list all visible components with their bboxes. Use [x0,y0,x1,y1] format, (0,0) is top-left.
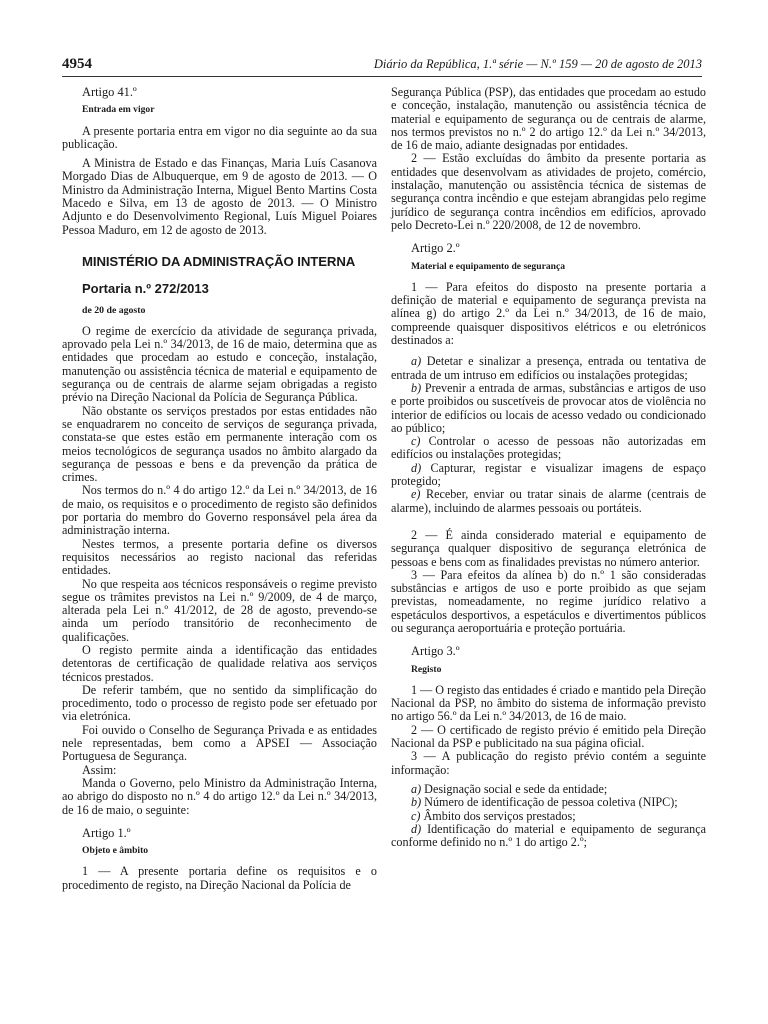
article-2-paragraph-1: 1 — Para efeitos do disposto na presente portaria a definição de material e equipamento de segurança prevista na alínea g) do artigo 2.º da Lei n.º 34/2013, de 16 de maio, compreende quaisquer dispositivos elétricos e ou eletrónicos destinados a: [391,279,706,348]
article-41-title: Artigo 41.º [82,85,137,99]
article-1-title: Artigo 1.º [82,825,131,840]
article-41-subtitle: Entrada em vigor [82,104,155,116]
preamble-paragraph: Nestes termos, a presente portaria define os diversos requisitos necessários ao registo nacional das referidas entidades. [62,536,377,578]
article-2-subtitle: Material e equipamento de segurança [411,260,566,272]
article-1-subtitle: Objeto e âmbito [82,845,149,857]
list-item: b) Prevenir a entrada de armas, substâncias e artigos de uso e porte proibidos ou suscetíveis de provocar atos de violência no interior de edifícios ou locais de acesso vedado ou condicionado ao público; [391,380,706,435]
list-item: d) Identificação do material e equipamento de segurança conforme definido no n.º 1 do artigo 2.º; [391,821,706,850]
signatures-paragraph: A Ministra de Estado e das Finanças, Maria Luís Casanova Morgado Dias de Albuquerque, em 9 de agosto de 2013. — O Ministro da Administração Interna, Miguel Bento Martins Costa Macedo e Silva, em 13 de agosto de 2013. — O Ministro Adjunto e do Desenvolvimento Regional, Luís Miguel Poiares Pessoa Maduro, em 12 de agosto de 2013. [62,156,377,237]
list-item: a) Designação social e sede da entidade; [411,781,608,796]
portaria-title: Portaria n.º 272/2013 [82,281,209,297]
left-column [62,86,377,892]
article-3-title: Artigo 3.º [411,644,460,659]
article-3-paragraph-2: 2 — O certificado de registo prévio é emitido pela Direção Nacional da PSP e publicitado na sua página oficial. [391,722,706,751]
article-3-paragraph-3: 3 — A publicação do registo prévio contém a seguinte informação: [391,749,706,777]
article-41-text: A presente portaria entra em vigor no dia seguinte ao da sua publicação. [62,123,377,151]
article-3-subtitle: Registo [411,663,442,675]
page-number: 4954 [62,56,92,72]
article-2-paragraph-2: 2 — É ainda considerado material e equipamento de segurança qualquer dispositivo de segurança eletrónica de pessoas e bens com as finalidades previstas no número anterior. [391,527,706,569]
article-2-paragraph-3: 3 — Para efeitos da alínea b) do n.º 1 são consideradas substâncias e artigos de uso e porte proibido as que sejam previstas, nomeadamente, no regime jurídico relativo a espetáculos desportivos, a espetáculos e divertimentos públicos ou segurança aeroportuária e proteção portuária. [391,567,706,635]
preamble-paragraph: Assim: [82,762,117,777]
list-item: e) Receber, enviar ou tratar sinais de alarme (centrais de alarme), incluindo de alarmes pessoais ou portáteis. [391,487,706,515]
article-2-title: Artigo 2.º [411,241,460,256]
preamble-paragraph: Manda o Governo, pelo Ministro da Administração Interna, ao abrigo do disposto no n.º 4 do artigo 12.º da Lei n.º 34/2013, de 16 de maio, o seguinte: [62,775,377,817]
preamble-paragraph: Nos termos do n.º 4 do artigo 12.º da Lei n.º 34/2013, de 16 de maio, os requisitos e o procedimento de registo são definidos por portaria do membro do Governo responsável pela área da administração interna. [62,483,377,538]
right-column [391,86,706,849]
preamble-paragraph: Foi ouvido o Conselho de Segurança Privada e as entidades nele representadas, bem como a APSEI — Associação Portuguesa de Segurança. [62,722,377,764]
journal-header: Diário da República, 1.ª série — N.º 159 — 20 de agosto de 2013 [373,57,702,71]
list-item: c) Controlar o acesso de pessoas não autorizadas em edifícios ou instalações protegidas; [391,434,706,462]
header-rule [62,76,702,77]
ministry-heading: MINISTÉRIO DA ADMINISTRAÇÃO INTERNA [82,253,356,269]
list-item: a) Detetar e sinalizar a presença, entrada ou tentativa de entrada de um intruso em edifícios ou instalações protegidas; [391,354,706,382]
list-item: c) Âmbito dos serviços prestados; [411,808,576,823]
preamble-paragraph: O registo permite ainda a identificação das entidades detentoras de certificação de qualidade relativa aos serviços técnicos prestados. [62,642,377,684]
preamble-paragraph: No que respeita aos técnicos responsáveis o regime previsto segue os trâmites previstos na Lei n.º 9/2009, de 4 de março, alterada pela Lei n.º 41/2012, de 28 de agosto, prevendo-se ainda um período transitório de reconhecimento de qualificações. [62,576,377,644]
article-1-paragraph-2: 2 — Estão excluídas do âmbito da presente portaria as entidades que desenvolvam as atividades de projeto, comércio, instalação, manutenção ou assistência técnica de sistemas de segurança contra incêndio e que estejam abrangidas pelo regime jurídico de segurança contra incêndios em edifícios, aprovado pelo Decreto-Lei n.º 220/2008, de 12 de novembro. [391,151,706,232]
portaria-date: de 20 de agosto [82,304,146,316]
article-3-paragraph-1: 1 — O registo das entidades é criado e mantido pela Direção Nacional da PSP, no âmbito do sistema de informação previsto no artigo 56.º da Lei n.º 34/2013, de 16 de maio. [391,682,706,724]
preamble-paragraph: O regime de exercício da atividade de segurança privada, aprovado pela Lei n.º 34/2013, de 16 de maio, determina que as entidades que procedam ao estudo e conceção, instalação, manutenção ou assistência técnica de material e equipamento de segurança ou de centrais de alarme sejam obrigadas a registo prévio na Direção Nacional da Polícia de Segurança Pública. [62,323,377,405]
article-1-paragraph-1: 1 — A presente portaria define os requisitos e o procedimento de registo, na Direção Nacional da Polícia de [62,864,377,892]
list-item: b) Número de identificação de pessoa coletiva (NIPC); [411,795,678,810]
article-1-paragraph-1-continued: Segurança Pública (PSP), das entidades que procedam ao estudo e conceção, instalação, manutenção ou assistência técnica de material e equipamento de segurança ou de centrais de alarme, nos termos previstos no n.º 2 do artigo 12.º da Lei n.º 34/2013, de 16 de maio, adiante designadas por entidades. [391,85,706,153]
preamble-paragraph: De referir também, que no sentido da simplificação do procedimento, todo o processo de registo pode ser efetuado por via eletrónica. [62,682,377,724]
list-item: d) Capturar, registar e visualizar imagens de espaço protegido; [391,460,706,489]
preamble-paragraph: Não obstante os serviços prestados por estas entidades não se enquadrarem no conceito de serviços de segurança privada, constata-se que estes estão em permanente interação com os meios tecnológicos de segurança usados no âmbito alargado da segurança de pessoas e bens e da prevenção da prática de crimes. [62,403,377,485]
